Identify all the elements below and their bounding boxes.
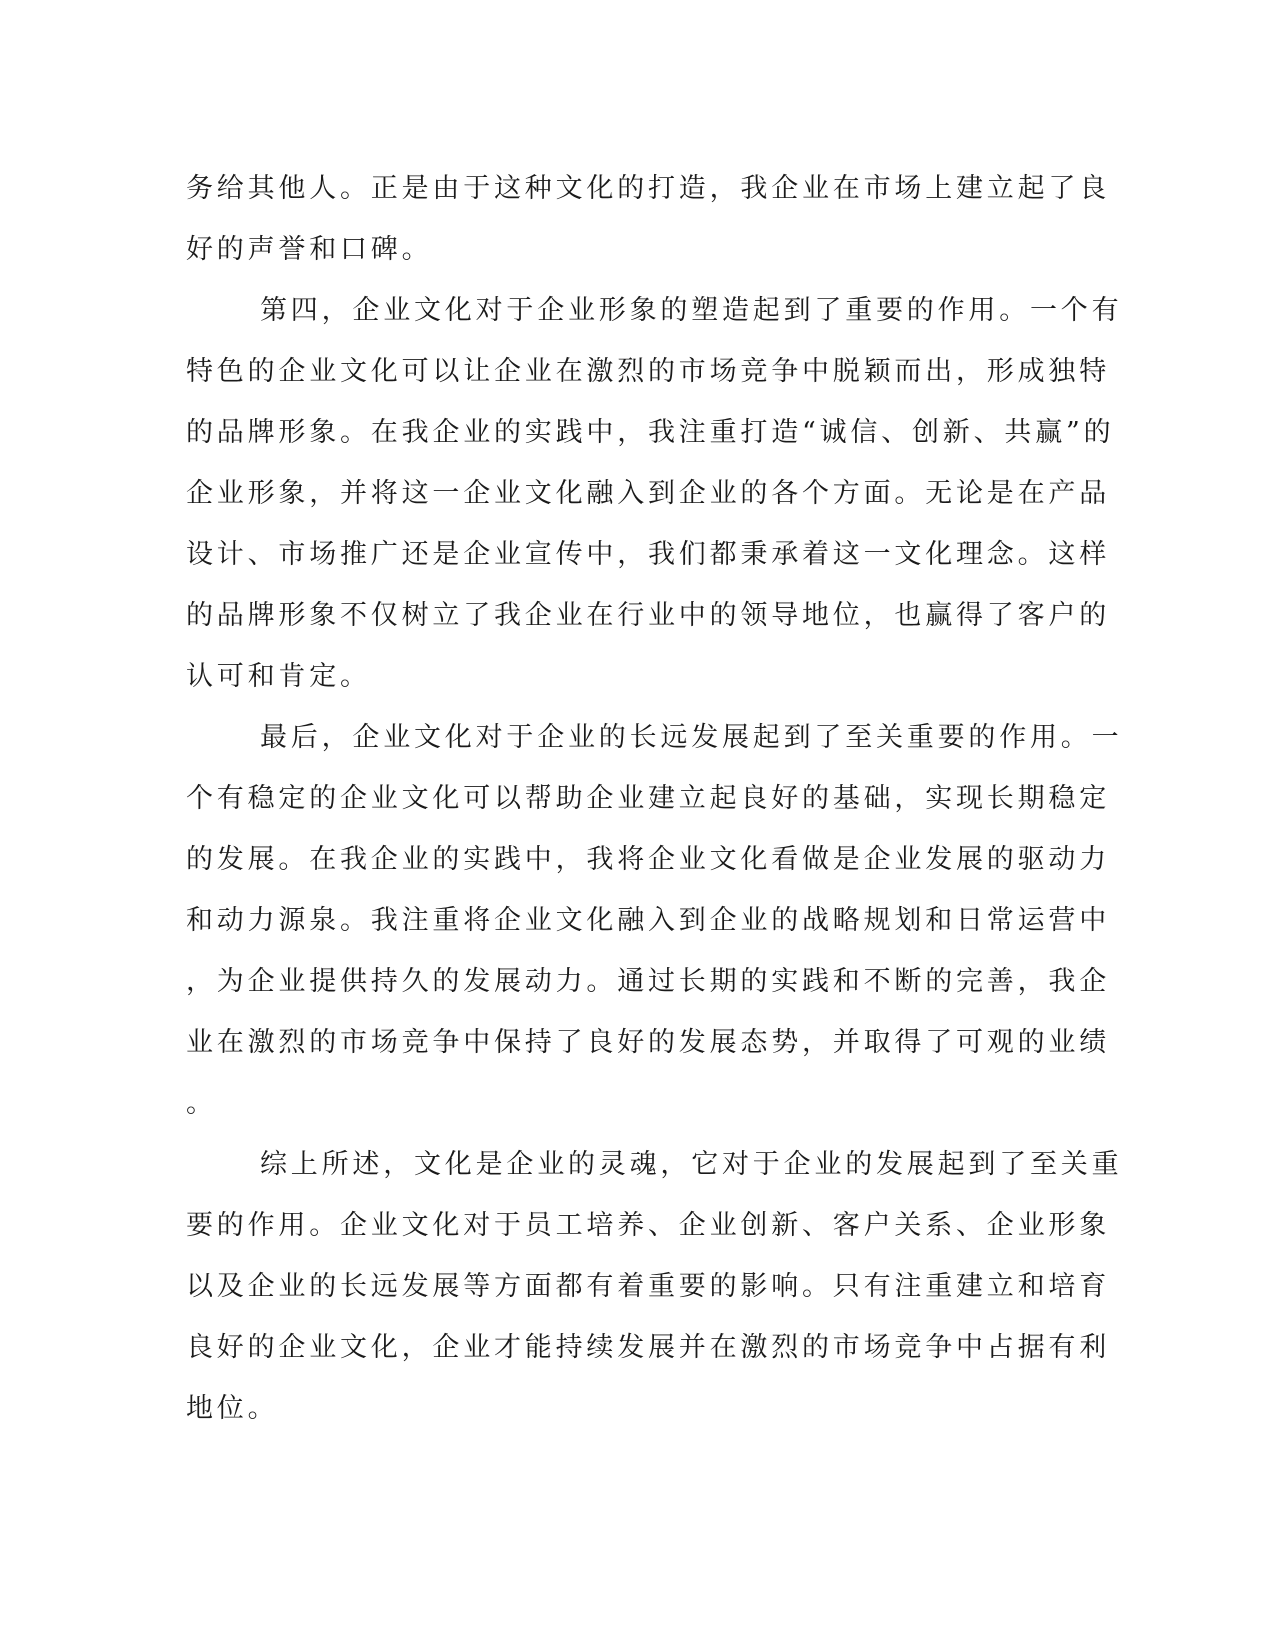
text-line: 的品牌形象。在我企业的实践中，我注重打造“诚信、创新、共赢”的 bbox=[186, 417, 1115, 448]
text-line: 的发展。在我企业的实践中，我将企业文化看做是企业发展的驱动力 bbox=[186, 844, 1110, 875]
text-line: 好的声誉和口碑。 bbox=[186, 234, 433, 265]
text-line: 的品牌形象不仅树立了我企业在行业中的领导地位，也赢得了客户的 bbox=[186, 600, 1110, 631]
body-text bbox=[186, 158, 1123, 1439]
text-line: 个有稳定的企业文化可以帮助企业建立起良好的基础，实现长期稳定 bbox=[186, 783, 1110, 814]
text-line: 认可和肯定。 bbox=[186, 661, 371, 692]
text-line: 。 bbox=[186, 1088, 217, 1119]
paragraph-start-line: 综上所述，文化是企业的灵魂，它对于企业的发展起到了至关重 bbox=[260, 1149, 1123, 1180]
text-line: ，为企业提供持久的发展动力。通过长期的实践和不断的完善，我企 bbox=[186, 966, 1110, 997]
text-line: 企业形象，并将这一企业文化融入到企业的各个方面。无论是在产品 bbox=[186, 478, 1110, 509]
text-line: 以及企业的长远发展等方面都有着重要的影响。只有注重建立和培育 bbox=[186, 1271, 1110, 1302]
paragraph-start-line: 最后，企业文化对于企业的长远发展起到了至关重要的作用。一 bbox=[260, 722, 1123, 753]
paragraph-start-line: 第四，企业文化对于企业形象的塑造起到了重要的作用。一个有 bbox=[260, 295, 1123, 326]
text-line: 务给其他人。正是由于这种文化的打造，我企业在市场上建立起了良 bbox=[186, 173, 1110, 204]
text-line: 要的作用。企业文化对于员工培养、企业创新、客户关系、企业形象 bbox=[186, 1210, 1110, 1241]
text-line: 特色的企业文化可以让企业在激烈的市场竞争中脱颖而出，形成独特 bbox=[186, 356, 1110, 387]
text-line: 和动力源泉。我注重将企业文化融入到企业的战略规划和日常运营中 bbox=[186, 905, 1110, 936]
text-line: 良好的企业文化，企业才能持续发展并在激烈的市场竞争中占据有利 bbox=[186, 1332, 1110, 1363]
text-line: 业在激烈的市场竞争中保持了良好的发展态势，并取得了可观的业绩 bbox=[186, 1027, 1110, 1058]
text-line: 设计、市场推广还是企业宣传中，我们都秉承着这一文化理念。这样 bbox=[186, 539, 1110, 570]
text-line: 地位。 bbox=[186, 1393, 279, 1424]
